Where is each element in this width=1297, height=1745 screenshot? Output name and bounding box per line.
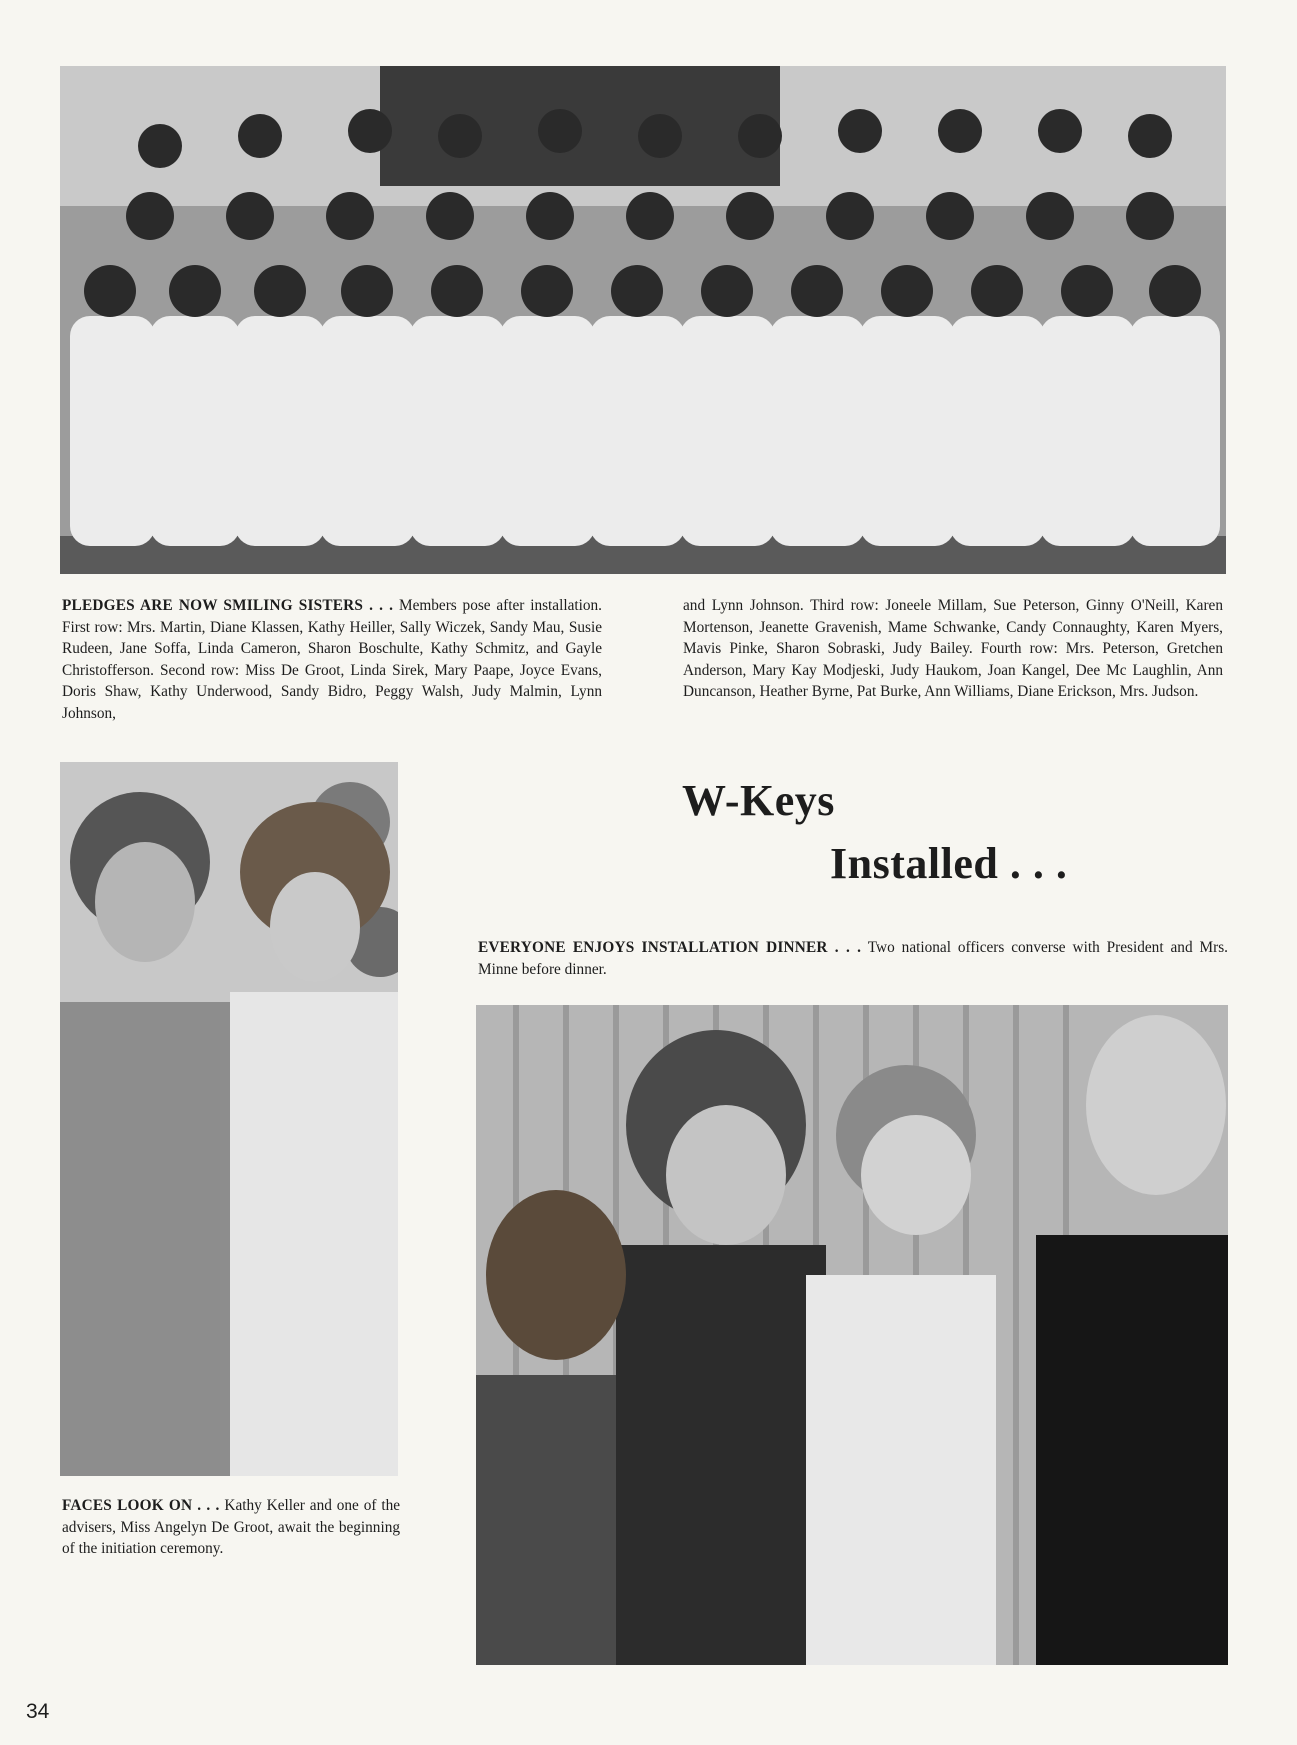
faces-look-on-caption-body: Kathy Keller and one of the advisers, Miss Angelyn De Groot, await the beginning of the initiation ceremony. <box>62 1497 401 1557</box>
group-photo <box>60 66 1226 574</box>
group-photo-caption-lead: PLEDGES ARE NOW SMILING SISTERS . . . <box>62 597 394 614</box>
faces-look-on-photo <box>60 762 398 1476</box>
group-photo-caption-continued <box>683 595 1223 703</box>
page-heading-line2: Installed . . . <box>830 839 1068 888</box>
faces-look-on-caption <box>62 1495 400 1560</box>
group-photo-caption-body: Members pose after installation. First row: Mrs. Martin, Diane Klassen, Kathy Heiller, Sally Wiczek, Sandy Mau, Susie Rudeen, Jane Soffa, Linda Cameron, Sharon Boschulte, Kathy Schmitz, and Gayle Christofferson. Second row: Miss De Groot, Linda Sirek, Mary Paape, Joyce Evans, Doris Shaw, Kathy Underwood, Sandy Bidro, Peggy Walsh, Judy Malmin, Lynn Johnson, <box>62 597 602 722</box>
page-number: 34 <box>26 1700 50 1723</box>
page-heading-line1: W-Keys <box>682 776 835 825</box>
dinner-caption-body: Two national officers converse with President and Mrs. Minne before dinner. <box>478 939 1228 978</box>
faces-look-on-caption-lead: FACES LOOK ON . . . <box>62 1497 220 1514</box>
installation-dinner-photo <box>476 1005 1228 1665</box>
dinner-caption-lead: EVERYONE ENJOYS INSTALLATION DINNER . . . <box>478 939 862 956</box>
dinner-caption <box>478 937 1228 980</box>
group-photo-caption-continued-text: and Lynn Johnson. Third row: Joneele Millam, Sue Peterson, Ginny O'Neill, Karen Mortenson, Jeanette Gravenish, Mame Schwanke, Candy Connaughty, Karen Myers, Mavis Pinke, Sharon Sobraski, Judy Bailey. Fourth row: Mrs. Peterson, Gretchen Anderson, Mary Kay Modjeski, Judy Haukom, Joan Kangel, Dee Mc Laughlin, Ann Duncanson, Heather Byrne, Pat Burke, Ann Williams, Diane Erickson, Mrs. Judson. <box>683 597 1223 700</box>
group-photo-caption <box>62 595 602 724</box>
